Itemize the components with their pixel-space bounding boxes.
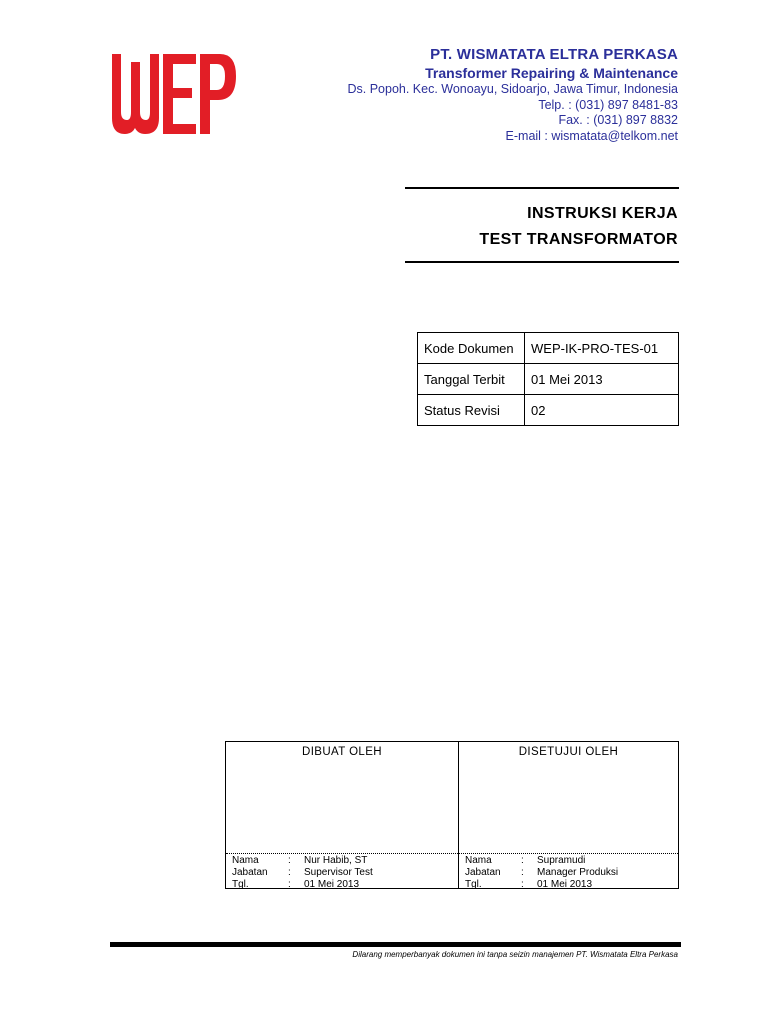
detail-colon: : bbox=[288, 867, 291, 878]
company-email: E-mail : wismatata@telkom.net bbox=[505, 128, 678, 143]
detail-row bbox=[226, 855, 458, 867]
company-fax: Fax. : (031) 897 8832 bbox=[558, 113, 678, 127]
detail-row bbox=[226, 867, 458, 879]
meta-label: Kode Dokumen bbox=[418, 333, 525, 364]
detail-value: Supervisor Test bbox=[304, 867, 373, 878]
company-logo bbox=[112, 48, 236, 136]
company-phone: Telp. : (031) 897 8481-83 bbox=[538, 97, 678, 112]
detail-colon: : bbox=[288, 855, 291, 866]
detail-colon: : bbox=[521, 855, 524, 866]
meta-value: 01 Mei 2013 bbox=[525, 364, 679, 395]
meta-value: 02 bbox=[525, 395, 679, 426]
approved-by-heading: DISETUJUI OLEH bbox=[518, 746, 619, 758]
detail-row bbox=[226, 879, 458, 891]
detail-label: Jabatan bbox=[232, 867, 268, 878]
wep-logo-icon bbox=[112, 48, 236, 136]
detail-colon: : bbox=[288, 879, 291, 890]
detail-colon: : bbox=[521, 867, 524, 878]
company-header bbox=[278, 46, 678, 144]
footer-rule bbox=[110, 942, 681, 947]
prepared-by-heading: DIBUAT OLEH bbox=[301, 746, 383, 758]
signature-table bbox=[225, 741, 679, 889]
company-name: PT. WISMATATA ELTRA PERKASA bbox=[430, 46, 678, 63]
prepared-by-details bbox=[226, 853, 458, 891]
company-address: Ds. Popoh. Kec. Wonoayu, Sidoarjo, Jawa Timur, Indonesia bbox=[347, 82, 678, 96]
detail-label: Nama bbox=[232, 855, 259, 866]
detail-row bbox=[459, 867, 678, 879]
meta-label: Tanggal Terbit bbox=[418, 364, 525, 395]
document-title-line2: TEST TRANSFORMATOR bbox=[479, 231, 678, 248]
detail-label: Nama bbox=[465, 855, 492, 866]
document-title-line1: INSTRUKSI KERJA bbox=[527, 205, 678, 222]
detail-colon: : bbox=[521, 879, 524, 890]
meta-row-code bbox=[418, 333, 679, 364]
document-meta-table bbox=[417, 332, 679, 426]
detail-row bbox=[459, 879, 678, 891]
detail-value: Supramudi bbox=[537, 855, 586, 866]
detail-label: Tgl. bbox=[232, 879, 249, 890]
detail-value: Manager Produksi bbox=[537, 867, 619, 878]
prepared-by-column bbox=[226, 742, 459, 888]
detail-value: 01 Mei 2013 bbox=[537, 879, 593, 890]
detail-row bbox=[459, 855, 678, 867]
detail-value: 01 Mei 2013 bbox=[304, 879, 360, 890]
company-tagline: Transformer Repairing & Maintenance bbox=[425, 65, 678, 81]
title-top-rule bbox=[405, 187, 679, 189]
detail-value: Nur Habib, ST bbox=[304, 855, 368, 866]
meta-label: Status Revisi bbox=[418, 395, 525, 426]
title-bottom-rule bbox=[405, 261, 679, 263]
approved-by-details bbox=[459, 853, 678, 891]
footer-note: Dilarang memperbanyak dokumen ini tanpa seizin manajemen PT. Wismatata Eltra Perkasa bbox=[352, 950, 678, 959]
meta-row-revision bbox=[418, 395, 679, 426]
detail-label: Tgl. bbox=[465, 879, 482, 890]
detail-label: Jabatan bbox=[465, 867, 501, 878]
meta-value: WEP-IK-PRO-TES-01 bbox=[525, 333, 679, 364]
approved-by-column bbox=[459, 742, 678, 888]
meta-row-date bbox=[418, 364, 679, 395]
